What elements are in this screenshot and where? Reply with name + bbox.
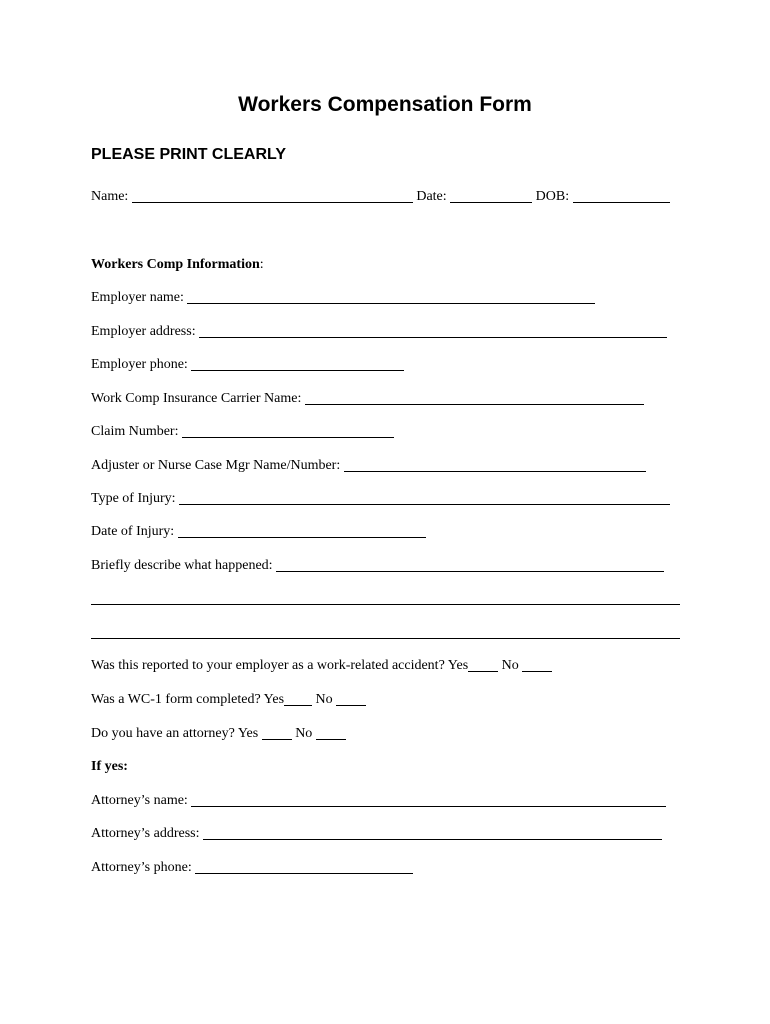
attorney-phone-row xyxy=(91,859,413,877)
injury-type-field[interactable] xyxy=(179,491,670,505)
describe-field[interactable] xyxy=(276,558,664,572)
date-label: Date: xyxy=(412,189,451,204)
injury-type-row xyxy=(91,490,670,508)
attorney-question-row xyxy=(91,725,346,743)
attorney-address-field[interactable] xyxy=(203,826,662,840)
attorney-phone-field[interactable] xyxy=(195,860,413,874)
adjuster-field[interactable] xyxy=(344,458,646,472)
injury-date-row xyxy=(91,523,426,541)
name-field[interactable] xyxy=(132,189,413,203)
describe-continuation-line-2[interactable] xyxy=(91,638,680,639)
attorney-yes-field[interactable] xyxy=(262,726,292,740)
attorney-address-label: Attorney’s address: xyxy=(91,826,203,841)
describe-continuation-line-1[interactable] xyxy=(91,604,680,605)
describe-row xyxy=(91,557,664,575)
claim-number-field[interactable] xyxy=(182,424,394,438)
attorney-name-row xyxy=(91,792,666,810)
print-clearly-instruction: PLEASE PRINT CLEARLY xyxy=(91,146,286,163)
attorney-address-row xyxy=(91,825,662,843)
attorney-name-field[interactable] xyxy=(191,793,666,807)
reported-no-label: No xyxy=(498,658,523,673)
employer-phone-row xyxy=(91,356,404,374)
dob-label: DOB: xyxy=(532,189,573,204)
injury-type-label: Type of Injury: xyxy=(91,491,180,506)
injury-date-field[interactable] xyxy=(178,524,426,538)
adjuster-row xyxy=(91,457,646,475)
dob-field[interactable] xyxy=(573,189,670,203)
form-title: Workers Compensation Form xyxy=(238,93,532,116)
employer-phone-field[interactable] xyxy=(191,357,404,371)
attorney-no-label: No xyxy=(291,726,316,741)
wc1-no-label: No xyxy=(312,692,337,707)
employer-name-row xyxy=(91,289,595,307)
employer-phone-label: Employer phone: xyxy=(91,357,192,372)
reported-question: Was this reported to your employer as a work-related accident? Yes xyxy=(91,658,469,673)
name-date-dob-row xyxy=(91,188,670,206)
attorney-question: Do you have an attorney? Yes xyxy=(91,726,262,741)
injury-date-label: Date of Injury: xyxy=(91,524,178,539)
attorney-phone-label: Attorney’s phone: xyxy=(91,860,196,875)
workers-comp-info-heading xyxy=(91,256,264,274)
wc1-row xyxy=(91,691,366,709)
reported-row xyxy=(91,657,552,675)
section-heading-colon: : xyxy=(259,257,264,272)
reported-no-field[interactable] xyxy=(522,658,552,672)
if-yes-row xyxy=(91,758,128,776)
wc1-no-field[interactable] xyxy=(336,692,366,706)
if-yes-label: If yes: xyxy=(91,759,128,774)
wc1-yes-field[interactable] xyxy=(284,692,312,706)
employer-name-label: Employer name: xyxy=(91,290,188,305)
name-label: Name: xyxy=(91,189,132,204)
carrier-name-row xyxy=(91,390,644,408)
carrier-name-label: Work Comp Insurance Carrier Name: xyxy=(91,391,305,406)
wc1-question: Was a WC-1 form completed? Yes xyxy=(91,692,285,707)
carrier-name-field[interactable] xyxy=(305,391,644,405)
section-heading-text: Workers Comp Information xyxy=(91,257,260,272)
describe-label: Briefly describe what happened: xyxy=(91,558,277,573)
reported-yes-field[interactable] xyxy=(468,658,498,672)
employer-name-field[interactable] xyxy=(187,290,595,304)
attorney-name-label: Attorney’s name: xyxy=(91,793,192,808)
employer-address-row xyxy=(91,323,667,341)
adjuster-label: Adjuster or Nurse Case Mgr Name/Number: xyxy=(91,458,344,473)
date-field[interactable] xyxy=(450,189,532,203)
employer-address-label: Employer address: xyxy=(91,324,200,339)
claim-number-label: Claim Number: xyxy=(91,424,182,439)
claim-number-row xyxy=(91,423,394,441)
attorney-no-field[interactable] xyxy=(316,726,346,740)
employer-address-field[interactable] xyxy=(199,324,667,338)
